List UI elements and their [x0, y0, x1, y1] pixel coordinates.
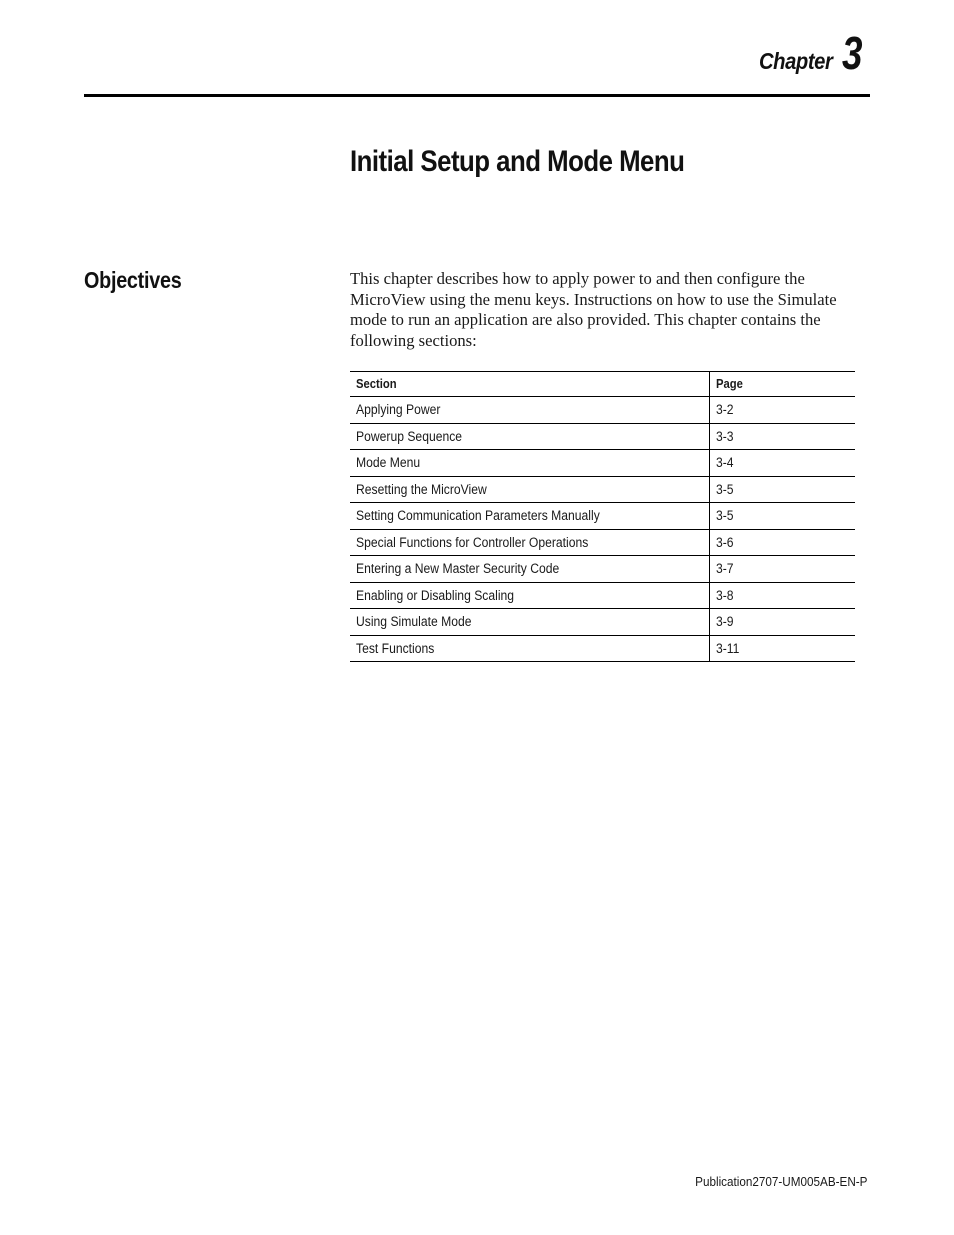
chapter-divider: [84, 94, 870, 97]
table-row: [350, 423, 855, 450]
table-row: [350, 397, 855, 424]
table-row: [350, 609, 855, 636]
chapter-label: Chapter: [759, 48, 833, 74]
section-heading: Objectives: [84, 267, 182, 293]
section-cell: Test Functions: [350, 635, 710, 662]
chapter-number: 3: [842, 27, 863, 79]
table-row: [350, 529, 855, 556]
page-cell: 3-6: [710, 529, 856, 556]
table-row: [350, 503, 855, 530]
section-cell: Powerup Sequence: [350, 423, 710, 450]
page-cell: 3-2: [710, 397, 856, 424]
table-row: [350, 582, 855, 609]
page-title: Initial Setup and Mode Menu: [350, 145, 685, 178]
page-cell: 3-3: [710, 423, 856, 450]
page-cell: 3-8: [710, 582, 856, 609]
sections-table: [350, 371, 855, 662]
publication-footer: Publication2707-UM005AB-EN-P: [694, 1174, 867, 1189]
table-row: [350, 556, 855, 583]
section-cell: Mode Menu: [350, 450, 710, 477]
page-cell: 3-7: [710, 556, 856, 583]
intro-paragraph: This chapter describes how to apply power to and then configure the MicroView using the menu keys. Instructions on how to use the Simulate mode to run an application are also provided. This chapter contains the following sections:: [350, 269, 837, 350]
section-cell: Enabling or Disabling Scaling: [350, 582, 710, 609]
section-cell: Applying Power: [350, 397, 710, 424]
table-row: [350, 635, 855, 662]
table-row: [350, 450, 855, 477]
section-cell: Special Functions for Controller Operations: [350, 529, 710, 556]
chapter-header: [749, 27, 868, 79]
page-cell: 3-5: [710, 503, 856, 530]
table-row: [350, 476, 855, 503]
table-header-row: [350, 372, 855, 397]
column-header-page: Page: [710, 372, 856, 397]
section-cell: Using Simulate Mode: [350, 609, 710, 636]
column-header-section: Section: [350, 372, 710, 397]
page-cell: 3-9: [710, 609, 856, 636]
page-cell: 3-4: [710, 450, 856, 477]
section-cell: Entering a New Master Security Code: [350, 556, 710, 583]
section-cell: Resetting the MicroView: [350, 476, 710, 503]
section-cell: Setting Communication Parameters Manually: [350, 503, 710, 530]
page-cell: 3-5: [710, 476, 856, 503]
page-cell: 3-11: [710, 635, 856, 662]
